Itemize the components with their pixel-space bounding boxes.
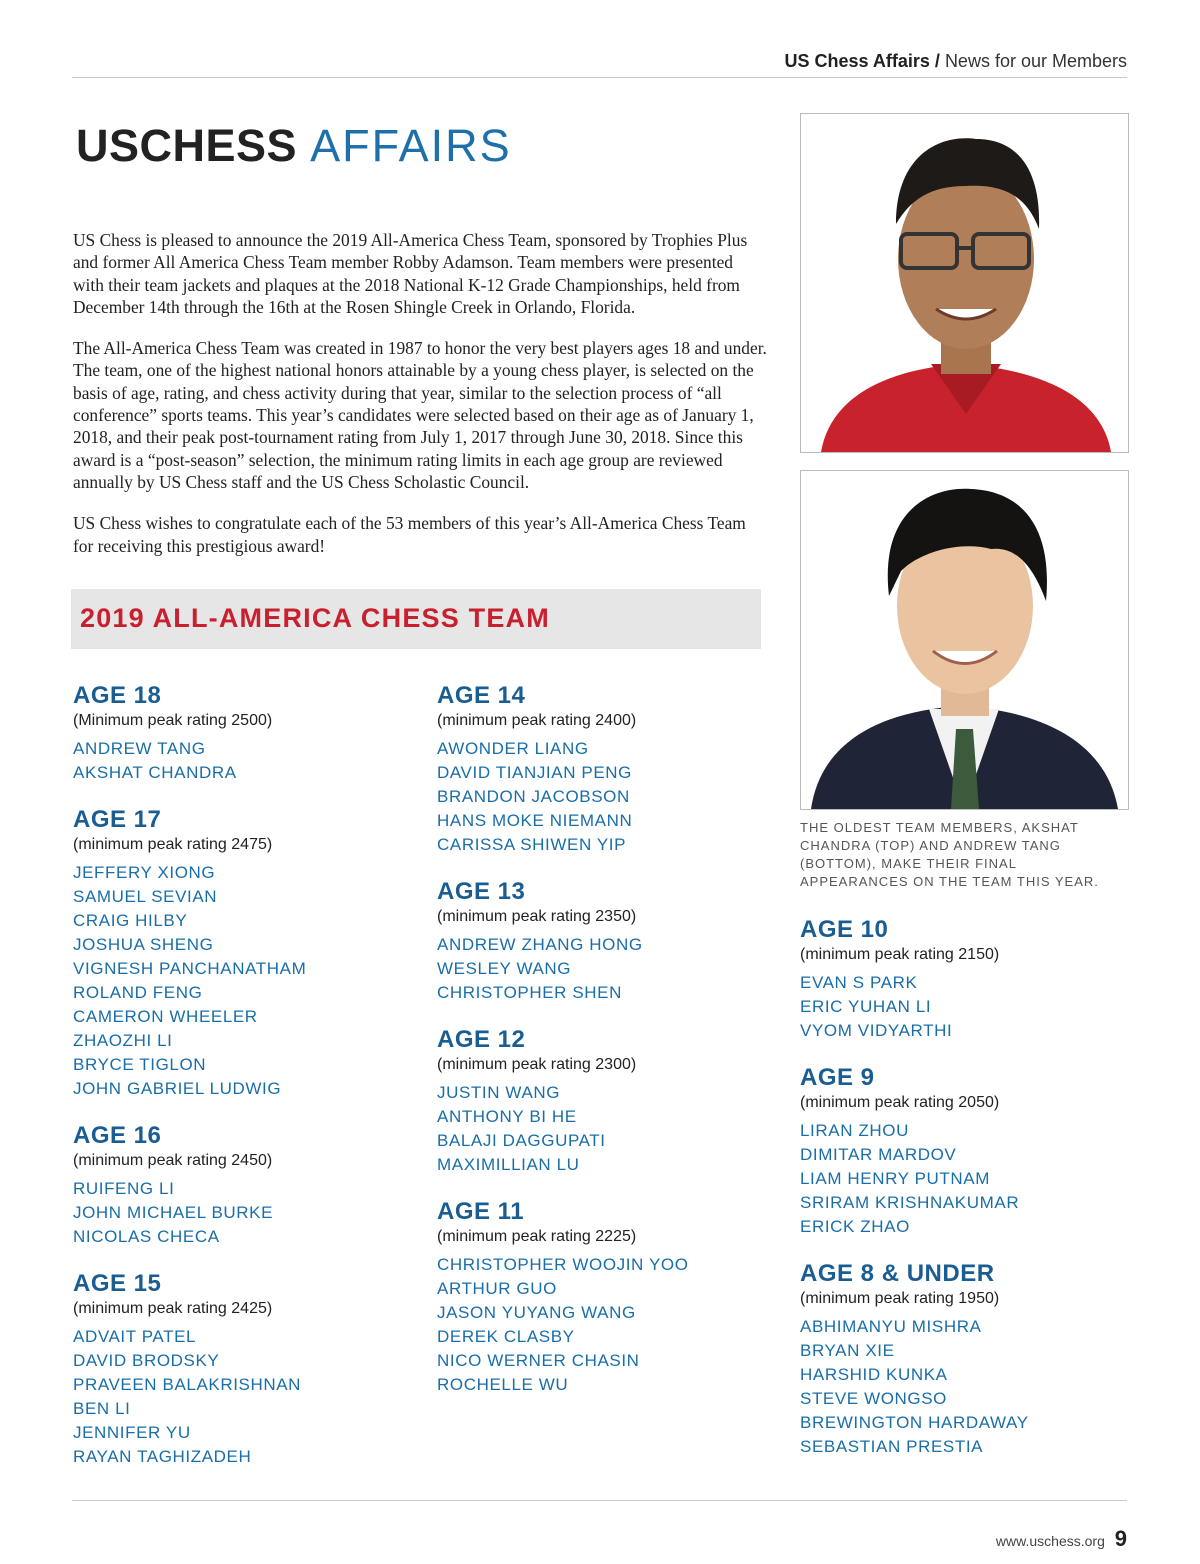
player-name: CHRISTOPHER SHEN <box>437 983 622 1002</box>
page-title <box>76 120 512 172</box>
player-name: AKSHAT CHANDRA <box>73 763 237 782</box>
portrait-red-shirt-image <box>801 114 1128 452</box>
team-banner <box>71 589 761 649</box>
age-group-8-under <box>800 1259 1130 1459</box>
player-name: CHRISTOPHER WOOJIN YOO <box>437 1255 689 1274</box>
player-name: JOSHUA SHENG <box>73 935 214 954</box>
age-heading: AGE 8 & UNDER <box>800 1260 995 1287</box>
header-rule <box>72 77 1127 78</box>
player-name: BRYAN XIE <box>800 1341 895 1360</box>
player-name: BREWINGTON HARDAWAY <box>800 1413 1029 1432</box>
age-heading: AGE 17 <box>73 806 162 833</box>
roster-column-1 <box>73 681 403 1469</box>
roster-column-2 <box>437 681 767 1397</box>
player-name: ROLAND FENG <box>73 983 203 1002</box>
age-group-13 <box>437 877 767 1005</box>
min-rating: (minimum peak rating 2475) <box>73 836 273 853</box>
player-name: BEN LI <box>73 1399 131 1418</box>
player-name: SAMUEL SEVIAN <box>73 887 218 906</box>
player-name: STEVE WONGSO <box>800 1389 947 1408</box>
intro-paragraph: The All-America Chess Team was created in 1987 to honor the very best players ages 18 and under. The team, one of the highest national honors attainable by a young chess player, is selected on the basis of age, rating, and chess activity during that year, similar to the selection process of “all conference” sports teams. This year’s candidates were selected based on their age as of January 1, 2018, and their peak post-tournament rating from July 1, 2017 through June 30, 2018. Since this award is a “post-season” selection, the minimum rating limits in each age group are reviewed annually by US Chess staff and the US Chess Scholastic Council. <box>73 338 767 492</box>
player-name: RUIFENG LI <box>73 1179 175 1198</box>
age-group-17 <box>73 805 403 1101</box>
player-name: ERICK ZHAO <box>800 1217 910 1236</box>
player-name: DIMITAR MARDOV <box>800 1145 957 1164</box>
portrait-suit-image <box>801 471 1128 809</box>
age-group-16 <box>73 1121 403 1249</box>
team-banner-title: 2019 ALL-AMERICA CHESS TEAM <box>80 603 550 633</box>
title-bold: USCHESS <box>76 120 298 171</box>
player-name: ANTHONY BI HE <box>437 1107 577 1126</box>
player-name: ARTHUR GUO <box>437 1279 557 1298</box>
player-name: HARSHID KUNKA <box>800 1365 948 1384</box>
photo-caption: THE OLDEST TEAM MEMBERS, AKSHAT CHANDRA (TOP) AND ANDREW TANG (BOTTOM), MAKE THEIR FINAL APPEARANCES ON THE TEAM THIS YEAR. <box>800 820 1099 889</box>
player-name: ROCHELLE WU <box>437 1375 569 1394</box>
player-name: JENNIFER YU <box>73 1423 191 1442</box>
player-name: BRANDON JACOBSON <box>437 787 630 806</box>
player-name: JOHN MICHAEL BURKE <box>73 1203 274 1222</box>
min-rating: (minimum peak rating 2300) <box>437 1056 637 1073</box>
player-name: MAXIMILLIAN LU <box>437 1155 580 1174</box>
age-heading: AGE 9 <box>800 1064 875 1091</box>
min-rating: (minimum peak rating 2150) <box>800 946 1000 963</box>
player-name: VIGNESH PANCHANATHAM <box>73 959 307 978</box>
photo-andrew-tang <box>800 470 1129 810</box>
player-name: DAVID BRODSKY <box>73 1351 220 1370</box>
age-group-9 <box>800 1063 1130 1239</box>
min-rating: (minimum peak rating 2050) <box>800 1094 1000 1111</box>
section-subtitle: News for our Members <box>944 51 1127 71</box>
player-name: PRAVEEN BALAKRISHNAN <box>73 1375 302 1394</box>
age-heading: AGE 10 <box>800 916 889 943</box>
age-heading: AGE 11 <box>437 1198 525 1225</box>
title-light: AFFAIRS <box>310 120 512 171</box>
min-rating: (Minimum peak rating 2500) <box>73 712 273 729</box>
player-name: CRAIG HILBY <box>73 911 188 930</box>
player-name: ADVAIT PATEL <box>73 1327 197 1346</box>
footer-url[interactable]: www.uschess.org <box>995 1533 1105 1549</box>
age-group-14 <box>437 681 767 857</box>
player-name: CARISSA SHIWEN YIP <box>437 835 627 854</box>
min-rating: (minimum peak rating 1950) <box>800 1290 1000 1307</box>
roster-column-3 <box>800 915 1130 1459</box>
footer-rule <box>72 1500 1127 1501</box>
photo-akshat-chandra <box>800 113 1129 453</box>
player-name: VYOM VIDYARTHI <box>800 1021 953 1040</box>
player-name: ABHIMANYU MISHRA <box>800 1317 982 1336</box>
age-heading: AGE 13 <box>437 878 526 905</box>
age-heading: AGE 16 <box>73 1122 162 1149</box>
age-heading: AGE 18 <box>73 682 162 709</box>
player-name: ZHAOZHI LI <box>73 1031 173 1050</box>
player-name: WESLEY WANG <box>437 959 572 978</box>
player-name: EVAN S PARK <box>800 973 918 992</box>
page-footer <box>996 1526 1127 1552</box>
min-rating: (minimum peak rating 2350) <box>437 908 637 925</box>
min-rating: (minimum peak rating 2225) <box>437 1228 637 1245</box>
age-group-12 <box>437 1025 767 1177</box>
intro-paragraph: US Chess wishes to congratulate each of the 53 members of this year’s All-America Chess Team for receiving this prestigious award! <box>73 513 746 556</box>
player-name: RAYAN TAGHIZADEH <box>73 1447 252 1466</box>
player-name: NICO WERNER CHASIN <box>437 1351 640 1370</box>
player-name: ANDREW TANG <box>73 739 206 758</box>
running-head <box>785 51 1127 72</box>
player-name: JOHN GABRIEL LUDWIG <box>73 1079 282 1098</box>
intro-text <box>73 229 768 576</box>
section-name: US Chess Affairs / <box>784 51 940 71</box>
player-name: AWONDER LIANG <box>437 739 589 758</box>
player-name: NICOLAS CHECA <box>73 1227 220 1246</box>
intro-paragraph: US Chess is pleased to announce the 2019 All-America Chess Team, sponsored by Trophies Plus and former All America Chess Team member Robby Adamson. Team members were presented with their team jackets and plaques at the 2018 National K-12 Grade Championships, held from December 14th through the 16th at the Rosen Shingle Creek in Orlando, Florida. <box>73 230 748 317</box>
player-name: BALAJI DAGGUPATI <box>437 1131 606 1150</box>
player-name: CAMERON WHEELER <box>73 1007 258 1026</box>
player-name: ANDREW ZHANG HONG <box>437 935 643 954</box>
age-heading: AGE 12 <box>437 1026 526 1053</box>
min-rating: (minimum peak rating 2450) <box>73 1152 273 1169</box>
player-name: JASON YUYANG WANG <box>437 1303 636 1322</box>
player-name: DEREK CLASBY <box>437 1327 575 1346</box>
player-name: SEBASTIAN PRESTIA <box>800 1437 984 1456</box>
age-group-15 <box>73 1269 403 1469</box>
page-number: 9 <box>1114 1526 1127 1551</box>
age-heading: AGE 15 <box>73 1270 162 1297</box>
player-name: SRIRAM KRISHNAKUMAR <box>800 1193 1020 1212</box>
age-group-11 <box>437 1197 767 1397</box>
min-rating: (minimum peak rating 2425) <box>73 1300 273 1317</box>
player-name: JEFFERY XIONG <box>73 863 216 882</box>
player-name: LIRAN ZHOU <box>800 1121 909 1140</box>
player-name: HANS MOKE NIEMANN <box>437 811 633 830</box>
age-group-18 <box>73 681 403 785</box>
player-name: LIAM HENRY PUTNAM <box>800 1169 990 1188</box>
age-group-10 <box>800 915 1130 1043</box>
min-rating: (minimum peak rating 2400) <box>437 712 637 729</box>
age-heading: AGE 14 <box>437 682 526 709</box>
player-name: JUSTIN WANG <box>437 1083 561 1102</box>
player-name: DAVID TIANJIAN PENG <box>437 763 632 782</box>
player-name: ERIC YUHAN LI <box>800 997 932 1016</box>
player-name: BRYCE TIGLON <box>73 1055 207 1074</box>
